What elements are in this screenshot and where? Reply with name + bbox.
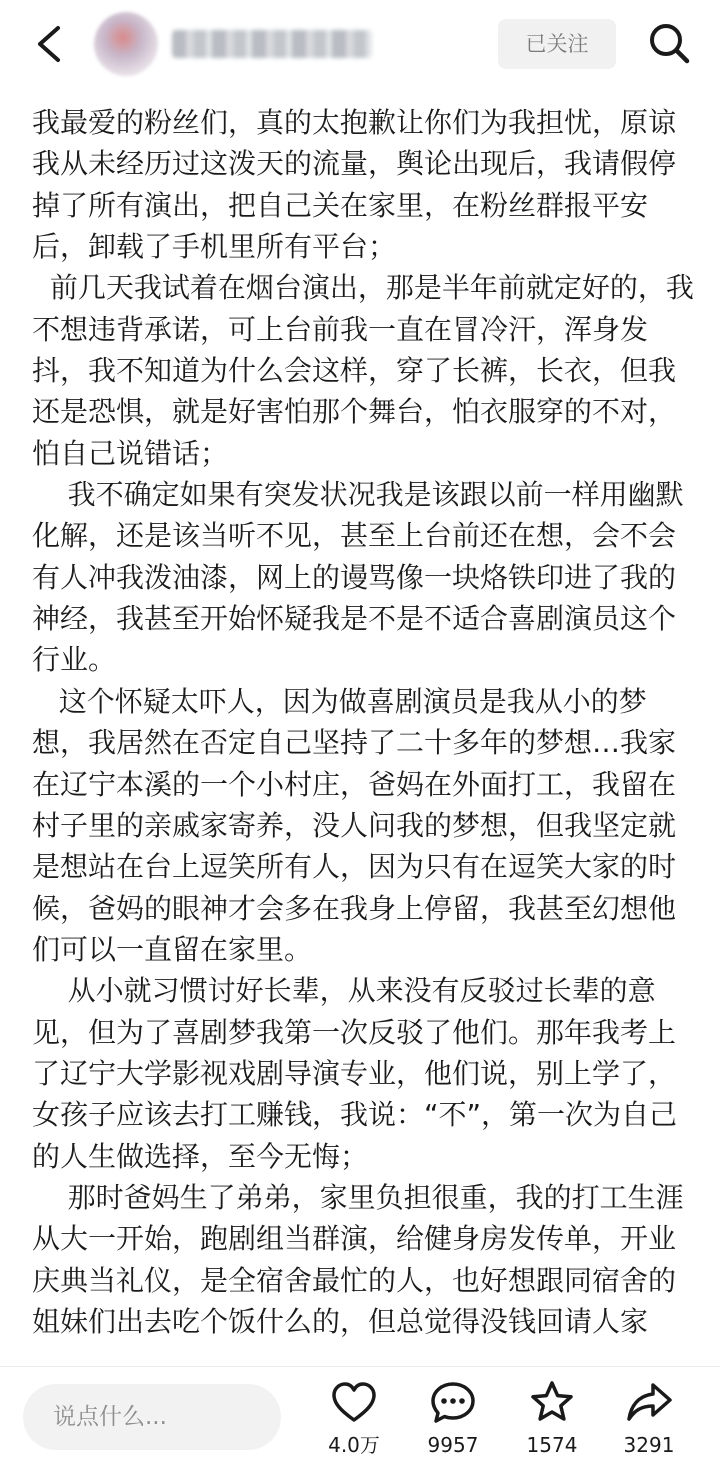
- comment-bubble-icon: [429, 1379, 477, 1427]
- post-paragraph: 我最爱的粉丝们，真的太抱歉让你们为我担忧，原谅我从未经历过这泼天的流量，舆论出现后，我请假停掉了所有演出，把自己关在家里，在粉丝群报平安后，卸载了手机里所有平台；: [32, 106, 677, 264]
- search-button[interactable]: [646, 20, 692, 66]
- heart-icon: [330, 1379, 378, 1427]
- star-icon: [528, 1379, 576, 1427]
- bottom-action-bar: [0, 1366, 720, 1472]
- share-arrow-icon: [625, 1379, 673, 1427]
- post-paragraph: 那时爸妈生了弟弟，家里负担很重，我的打工生涯从大一开始，跑剧组当群演，给健身房发传单，开业庆典当礼仪，是全宿舍最忙的人，也好想跟同宿舍的姐妹们出去吃个饭什么的，但总觉得没钱回请人家: [32, 1180, 684, 1338]
- post-paragraph: 从小就习惯讨好长辈，从来没有反驳过长辈的意见，但为了喜剧梦我第一次反驳了他们。那年我考上了辽宁大学影视戏剧导演专业，他们说，别上学了，女孩子应该去打工赚钱，我说：“不”，第一次为自己的人生做选择，至今无悔；: [32, 974, 678, 1173]
- post-paragraph: 这个怀疑太吓人，因为做喜剧演员是我从小的梦想，我居然在否定自己坚持了二十多年的梦想…我家在辽宁本溪的一个小村庄，爸妈在外面打工，我留在村子里的亲戚家寄养，没人问我的梦想，但我坚定就是想站在台上逗笑所有人，因为只有在逗笑大家的时候，爸妈的眼神才会多在我身上停留，我甚至幻想他们可以一直留在家里。: [32, 684, 677, 966]
- comment-count: 9957: [427, 1433, 479, 1457]
- comment-button[interactable]: [408, 1375, 498, 1467]
- post-paragraph: 前几天我试着在烟台演出，那是半年前就定好的，我不想违背承诺，可上台前我一直在冒冷汗，浑身发抖，我不知道为什么会这样，穿了长裤，长衣，但我还是恐惧，就是好害怕那个舞台，怕衣服穿的不对，怕自己说错话；: [32, 271, 694, 470]
- search-icon: [646, 20, 692, 66]
- share-count: 3291: [623, 1433, 675, 1457]
- follow-button[interactable]: 已关注: [498, 19, 616, 69]
- share-button[interactable]: [604, 1375, 694, 1467]
- favorite-button[interactable]: [507, 1375, 597, 1467]
- author-avatar[interactable]: [94, 12, 158, 76]
- author-name[interactable]: [172, 30, 372, 58]
- post-paragraph: 我不确定如果有突发状况我是该跟以前一样用幽默化解，还是该当听不见，甚至上台前还在想，会不会有人冲我泼油漆，网上的谩骂像一块烙铁印进了我的神经，我甚至开始怀疑我是不是不适合喜剧演员这个行业。: [32, 478, 684, 677]
- favorite-count: 1574: [526, 1433, 578, 1457]
- like-button[interactable]: [309, 1375, 399, 1467]
- chevron-left-icon: [28, 22, 72, 66]
- like-count: 4.0万: [328, 1433, 380, 1457]
- back-button[interactable]: [28, 22, 72, 66]
- post-body: [32, 102, 694, 1342]
- top-bar: [0, 0, 720, 92]
- comment-input[interactable]: 说点什么...: [23, 1384, 281, 1450]
